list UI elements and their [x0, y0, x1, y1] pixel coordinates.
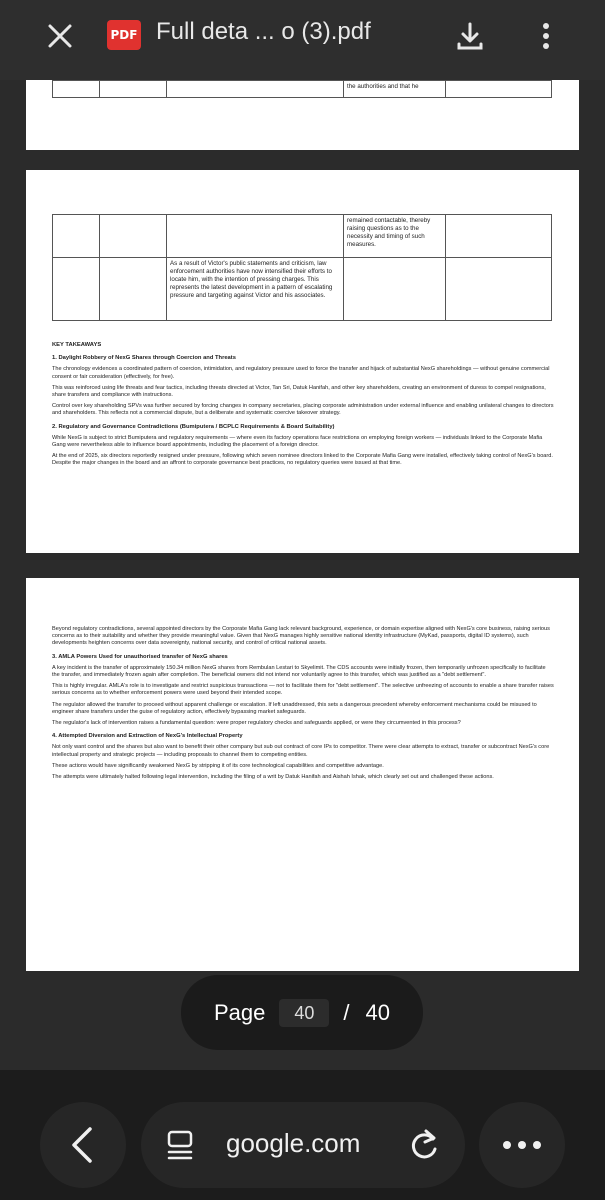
- browser-menu-button[interactable]: [479, 1102, 565, 1188]
- section-title: 2. Regulatory and Governance Contradictions (Bumiputera / BCPLC Requirements & Board Suitability): [52, 423, 335, 430]
- url-text[interactable]: google.com: [226, 1128, 361, 1158]
- table-row: [53, 81, 552, 98]
- page-info-icon[interactable]: [166, 1128, 200, 1162]
- table-row: [53, 258, 552, 321]
- paragraph: A key incident is the transfer of approximately 150.34 million NexG shares from Rembulan Lestari to Skyelimit. The CDS accounts were initially frozen, then temporarily unfrozen specifically to facilitate the transfer, and immediately frozen again after completion. The beneficial owners did not intend nor voluntarily agree to this transfer, which was justified as a "debt settlement".: [52, 664, 546, 679]
- chronology-table: [52, 80, 552, 98]
- reload-icon[interactable]: [406, 1125, 442, 1165]
- section-title: 1. Daylight Robbery of NexG Shares through Coercion and Threats: [52, 355, 236, 362]
- page-number-input[interactable]: 40: [279, 999, 329, 1027]
- page-indicator: [181, 975, 423, 1050]
- table-cell: the authorities and that he: [344, 81, 446, 98]
- table-row: [53, 215, 552, 258]
- pdf-page-40: [26, 578, 579, 971]
- pdf-viewer-area[interactable]: [0, 80, 605, 1070]
- browser-bottom-bar: [0, 1070, 605, 1200]
- back-arrow-icon: [68, 1125, 98, 1165]
- download-icon: [450, 16, 490, 56]
- more-horizontal-icon: [499, 1138, 545, 1152]
- section-heading: KEY TAKEAWAYS: [52, 342, 102, 348]
- viewer-top-bar: [0, 0, 605, 80]
- paragraph: The chronology evidences a coordinated pattern of coercion, intimidation, and regulatory pressure used to force the transfer and hijack of substantial NexG shareholdings — without genuine commercial consent or fair consideration (effectively, for free).: [52, 366, 550, 380]
- more-options-button[interactable]: [528, 16, 564, 56]
- chronology-table: [52, 214, 552, 321]
- paragraph: The regulator's lack of intervention raises a fundamental question: were proper regulatory checks and safeguards applied, or were they circumvented in this process?: [52, 720, 461, 727]
- paragraph: Not only want control and the shares but also want to benefit their other company but sub out contract of core IPs to competitor. There were clear attempts to extract, transfer or subcontract NexG's core intellectual property and strategic projects — including proposals to channel them to competing entities.: [52, 744, 550, 758]
- section-title: 3. AMLA Powers Used for unauthorised transfer of NexG shares: [52, 653, 228, 660]
- document-title: Full deta ... o (3).pdf: [156, 18, 371, 45]
- table-cell: As a result of Victor's public statements and criticism, law enforcement authorities have now intensified their efforts to locate him, with the intention of pressing charges. This represents the latest development in a pattern of escalating pressure and targeting against Victor and his associates.: [167, 258, 344, 321]
- page-label: Page: [214, 999, 266, 1025]
- paragraph: At the end of 2025, six directors reportedly resigned under pressure, following which seven nominee directors linked to the Corporate Mafia Gang were installed, effectively taking control of NexG's board. Despite the major changes in the board and an affront to corporate governance best practices, no regulatory queries were issued at that time.: [52, 453, 553, 467]
- paragraph: Beyond regulatory contradictions, several appointed directors by the Corporate Mafia Gang lack relevant background, experience, or domain expertise aligned with NexG's core business, raising serious concerns as to their suitability and whether they provide meaningful value. Given that NexG manages highly sensitive national identity infrastructure (MyKad, passports, digital ID systems), such developments heighten concerns over data sovereignty, national security, and control of critical national assets.: [52, 626, 550, 647]
- close-button[interactable]: [40, 16, 80, 56]
- pdf-page-39: [26, 170, 579, 553]
- page-total: 40: [365, 999, 390, 1025]
- paragraph: The regulator allowed the transfer to proceed without apparent challenge or escalation. If left unaddressed, this sets a dangerous precedent whereby enforcement mechanisms could be misused to engineer share transfers under the guise of regulatory action, effectively bypassing market safeguards.: [52, 701, 537, 715]
- pdf-file-icon: PDF: [107, 20, 141, 50]
- key-takeaways-section: [52, 336, 554, 472]
- page-body: [52, 626, 554, 785]
- paragraph: This is highly irregular. AMLA's role is to investigate and restrict suspicious transactions — not to facilitate them for "debt settlement". The selective unfreezing of accounts to enable a share transfer raises serious concerns as to whether enforcement powers were used beyond their intended scope.: [52, 683, 554, 697]
- page-separator: /: [343, 999, 350, 1025]
- paragraph: This was reinforced using life threats and fear tactics, including threats directed at Victor, Tan Sri, Datuk Hanifah, and other key shareholders, creating an environment of duress to compel resignations, share transfers and compliance with instructions.: [52, 384, 546, 399]
- section-title: 4. Attempted Diversion and Extraction of NexG's Intellectual Property: [52, 733, 243, 740]
- close-icon: [47, 23, 73, 49]
- paragraph: Control over key shareholding SPVs was further secured by forcing changes in company secretaries, placing corporate administration under external influence and enabling unilateral changes to directors and shareholders. This reflects not a commercial dispute, but a deliberate and systematic coercive takeover strategy.: [52, 403, 554, 417]
- back-button[interactable]: [40, 1102, 126, 1188]
- paragraph: These actions would have significantly weakened NexG by stripping it of its core technological capabilities and competitive advantage.: [52, 762, 384, 769]
- more-vertical-icon: [528, 16, 564, 56]
- pdf-page-38: [26, 80, 579, 150]
- download-button[interactable]: [450, 16, 490, 56]
- paragraph: The attempts were ultimately halted following legal intervention, including the filing of a writ by Datuk Hanifah and Aishah Ishak, which clearly set out and challenged these actions.: [52, 774, 494, 781]
- paragraph: While NexG is subject to strict Bumiputera and regulatory requirements — where even its factory operations face restrictions on employing foreign workers — individuals linked to the Corporate Mafia Gang were nevertheless able to influence board appointments, including the placement of a foreign director.: [52, 434, 543, 449]
- table-cell: remained contactable, thereby raising questions as to the necessity and timing of such measures.: [344, 215, 446, 258]
